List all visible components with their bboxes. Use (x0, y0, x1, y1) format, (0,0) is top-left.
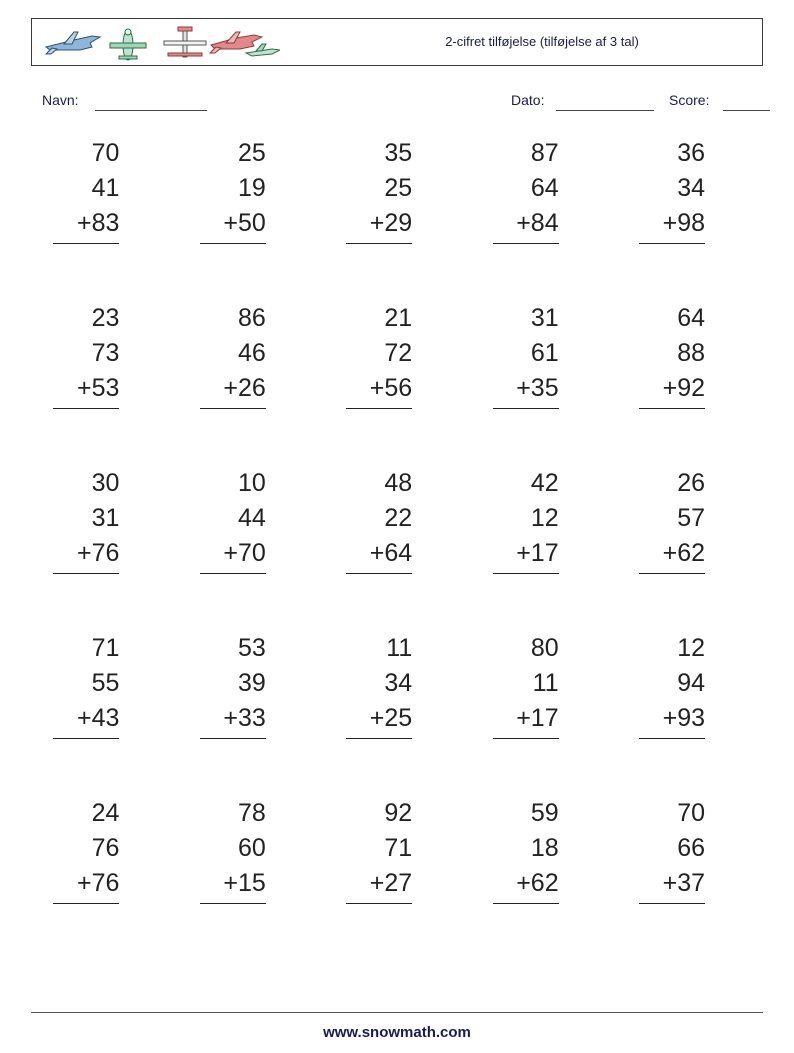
addition-problem (53, 301, 119, 409)
addition-problem (53, 631, 119, 739)
problem-cell (470, 301, 616, 466)
addend-2: 41 (91, 174, 120, 202)
addend-1: 11 (386, 634, 413, 662)
score-input[interactable] (723, 110, 770, 111)
addend-1: 86 (238, 304, 266, 332)
problem-row (31, 466, 763, 631)
addend-1: 42 (530, 469, 559, 497)
addend-1: 10 (238, 469, 266, 497)
addend-2: 88 (677, 339, 706, 367)
meta-row (0, 92, 794, 116)
addend-3: +62 (493, 866, 559, 904)
addend-3: +83 (53, 206, 119, 244)
problem-row (31, 631, 763, 796)
addend-3: +29 (346, 206, 412, 244)
problem-cell (470, 136, 616, 301)
addend-2: 34 (384, 669, 413, 697)
addend-3: +64 (346, 536, 412, 574)
addend-2: 61 (530, 339, 559, 367)
problem-cell (617, 301, 763, 466)
problem-cell (324, 301, 470, 466)
problem-cell (31, 136, 177, 301)
addition-problem (200, 136, 266, 244)
problem-cell (177, 301, 323, 466)
addition-problem (346, 796, 412, 904)
header-box (31, 18, 763, 66)
addition-problem (53, 796, 119, 904)
addend-1: 35 (384, 139, 413, 167)
addend-2: 64 (530, 174, 559, 202)
addition-problem (346, 466, 412, 574)
addition-problem (200, 631, 266, 739)
addend-3: +27 (346, 866, 412, 904)
addition-problem (639, 796, 705, 904)
addend-2: 11 (532, 669, 559, 697)
problem-cell (617, 466, 763, 631)
score-label: Score: (669, 92, 710, 108)
name-label: Navn: (42, 92, 79, 108)
addend-1: 64 (677, 304, 706, 332)
addend-2: 34 (677, 174, 706, 202)
problem-cell (617, 796, 763, 961)
problem-cell (617, 631, 763, 796)
addend-3: +26 (200, 371, 266, 409)
addend-2: 94 (677, 669, 706, 697)
addend-3: +33 (200, 701, 266, 739)
addend-3: +56 (346, 371, 412, 409)
addend-1: 12 (677, 634, 706, 662)
addend-1: 70 (91, 139, 120, 167)
addend-2: 55 (91, 669, 120, 697)
addend-1: 30 (91, 469, 120, 497)
addend-2: 39 (238, 669, 266, 697)
addend-3: +62 (639, 536, 705, 574)
addend-3: +76 (53, 536, 119, 574)
date-label: Dato: (511, 92, 545, 108)
problem-cell (177, 136, 323, 301)
addition-problem (639, 301, 705, 409)
addend-2: 72 (384, 339, 413, 367)
problem-cell (324, 796, 470, 961)
addend-3: +84 (493, 206, 559, 244)
problem-row (31, 796, 763, 961)
problem-cell (470, 466, 616, 631)
problem-cell (31, 796, 177, 961)
addition-problem (200, 466, 266, 574)
problem-cell (177, 466, 323, 631)
addend-1: 53 (238, 634, 266, 662)
addend-1: 59 (530, 799, 559, 827)
addend-1: 71 (91, 634, 120, 662)
addition-problem (493, 466, 559, 574)
problem-cell (324, 631, 470, 796)
addition-problem (493, 796, 559, 904)
addition-problem (200, 796, 266, 904)
addition-problem (493, 301, 559, 409)
addition-problem (200, 301, 266, 409)
problem-row (31, 136, 763, 301)
addend-2: 22 (384, 504, 413, 532)
addend-2: 44 (238, 504, 266, 532)
addend-2: 60 (238, 834, 266, 862)
addend-2: 19 (238, 174, 266, 202)
addend-2: 57 (677, 504, 706, 532)
addend-3: +50 (200, 206, 266, 244)
date-input[interactable] (556, 110, 654, 111)
addend-3: +43 (53, 701, 119, 739)
addend-3: +17 (493, 536, 559, 574)
addend-2: 25 (384, 174, 413, 202)
addend-2: 18 (530, 834, 559, 862)
addend-1: 87 (530, 139, 559, 167)
addend-3: +98 (639, 206, 705, 244)
name-input[interactable] (95, 110, 207, 111)
addend-3: +37 (639, 866, 705, 904)
addend-3: +25 (346, 701, 412, 739)
addition-problem (639, 136, 705, 244)
problem-cell (470, 631, 616, 796)
problem-cell (324, 136, 470, 301)
addend-1: 48 (384, 469, 413, 497)
problem-cell (31, 301, 177, 466)
problem-cell (324, 466, 470, 631)
addition-problem (346, 631, 412, 739)
addition-problem (346, 136, 412, 244)
problem-row (31, 301, 763, 466)
addend-3: +70 (200, 536, 266, 574)
addend-2: 46 (238, 339, 266, 367)
addend-2: 71 (384, 834, 413, 862)
footer-divider (31, 1012, 763, 1013)
problem-cell (31, 631, 177, 796)
addend-1: 25 (238, 139, 266, 167)
addend-1: 21 (384, 304, 413, 332)
addend-3: +53 (53, 371, 119, 409)
addend-3: +17 (493, 701, 559, 739)
addend-2: 12 (530, 504, 559, 532)
addend-2: 31 (91, 504, 120, 532)
addition-problem (53, 466, 119, 574)
addend-1: 31 (530, 304, 559, 332)
addend-1: 70 (677, 799, 706, 827)
problem-cell (177, 796, 323, 961)
footer-site-url: www.snowmath.com (323, 1024, 471, 1041)
addition-problem (493, 631, 559, 739)
problem-cell (617, 136, 763, 301)
addend-1: 24 (91, 799, 120, 827)
addend-3: +76 (53, 866, 119, 904)
problem-cell (470, 796, 616, 961)
addend-3: +15 (200, 866, 266, 904)
problem-cell (31, 466, 177, 631)
worksheet-title: 2-cifret tilføjelse (tilføjelse af 3 tal) (445, 34, 639, 49)
addend-3: +35 (493, 371, 559, 409)
addend-1: 80 (530, 634, 559, 662)
airplanes-row-icon (40, 23, 280, 63)
problem-cell (177, 631, 323, 796)
addend-1: 26 (677, 469, 706, 497)
addition-problem (493, 136, 559, 244)
addend-2: 73 (91, 339, 120, 367)
addend-1: 23 (91, 304, 120, 332)
addition-problem (53, 136, 119, 244)
addend-3: +93 (639, 701, 705, 739)
addend-1: 36 (677, 139, 706, 167)
addend-1: 92 (384, 799, 413, 827)
addend-1: 78 (238, 799, 266, 827)
addend-2: 76 (91, 834, 120, 862)
addition-problem (639, 631, 705, 739)
addition-problem (346, 301, 412, 409)
addition-problem (639, 466, 705, 574)
problem-grid (31, 136, 763, 961)
addend-3: +92 (639, 371, 705, 409)
addend-2: 66 (677, 834, 706, 862)
